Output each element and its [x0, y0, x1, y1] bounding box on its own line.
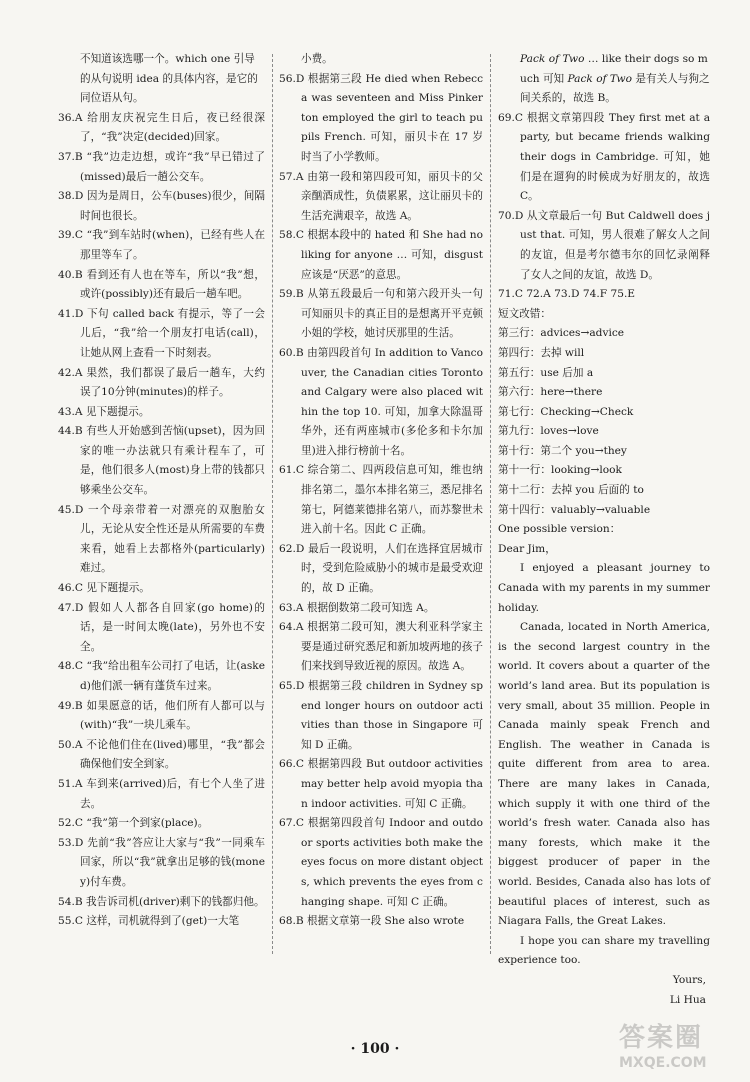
answer-number: 49.B	[58, 699, 83, 712]
answer-number: 57.A	[279, 170, 304, 183]
text-line: 第五行：use 后加 a	[498, 366, 594, 379]
text-line: 第九行：loves→love	[498, 425, 599, 438]
answer-number: 69.C	[498, 111, 523, 124]
answer-number: 61.C	[279, 464, 304, 477]
answer-number: 38.D	[58, 190, 84, 203]
answer-explanation: 根据第四段首句 Indoor and outdoor sports activities both make the eyes focus on more distant objects, which prevents the eyes from changing shape. 可知 C 正确。	[301, 817, 484, 908]
essay-paragraph: Canada, located in North America, is the second largest country in the world. It covers about a quarter of the world’s land area. But its population is very small, about 35 million. People in Canada mainly speak French and English. The weather in Canada is quite different from area to area. There are many lakes in Canada, which supply it with one third of the world’s fresh water. Canada also has many forests, which make it the biggest producer of paper in the world. Besides, Canada also has lots of beautiful places of interest, such as Niagara Falls, the Great Lakes.	[498, 621, 710, 928]
answer-item	[58, 266, 265, 305]
book-title: Pack of Two	[567, 72, 633, 85]
answer-explanation: 由第四段首句 In addition to Vancouver, the Canadian cities Toronto and Calgary were also placed within the top 10. 可知，加拿大除温哥华外，还有两座城市(多伦多和卡尔加里)进入排行榜前十名。	[301, 346, 483, 457]
answer-continuation: 不知道该选哪一个。which one 引导的从句说明 idea 的具体内容，是它的同位语从句。	[80, 53, 258, 105]
answer-item	[58, 226, 265, 265]
answer-explanation: 根据第四段 But outdoor activities may better help avoid myopia than indoor activities. 可知 C 正确。	[301, 758, 483, 810]
answer-item	[58, 579, 265, 599]
answer-item	[279, 344, 483, 462]
answer-explanation: 根据文章第一段 She also wrote	[307, 915, 465, 928]
text-line: 第三行：advices→advice	[498, 327, 625, 340]
answer-number: 37.B	[58, 150, 83, 163]
answer-number: 56.D	[279, 72, 305, 85]
answer-item	[58, 657, 265, 696]
answer-explanation: 给朋友庆祝完生日后，夜已经很深了，“我”决定(decided)回家。	[80, 111, 265, 144]
text-line: 短文改错：	[498, 307, 551, 320]
answer-explanation: 这样，司机就得到了(get)一大笔	[86, 915, 240, 928]
text-line: 第六行：here→there	[498, 386, 603, 399]
answer-item	[279, 285, 483, 344]
answer-column-2	[279, 50, 483, 932]
answer-item	[58, 305, 265, 364]
answer-number: 67.C	[279, 817, 304, 830]
answer-item	[58, 912, 265, 932]
answer-explanation: “我”给出租车公司打了电话，让(asked)他们派一辆有蓬货车过来。	[80, 660, 265, 692]
column-divider	[272, 54, 273, 954]
essay-paragraph: Li Hua	[669, 993, 706, 1006]
answer-item	[279, 461, 483, 539]
answer-explanation: 果然，我们都误了最后一趟车，大约误了10分钟(minutes)的样子。	[80, 366, 266, 399]
answer-item	[58, 187, 265, 226]
answer-item	[58, 364, 265, 403]
answer-continuation: 小费。	[301, 53, 333, 65]
answer-item	[279, 540, 483, 599]
text-line: 第十二行：去掉 you 后面的 to	[498, 484, 644, 497]
answer-number: 58.C	[279, 229, 304, 242]
answer-explanation: 如果愿意的话，他们所有人都可以与(with)“我”一块儿乘车。	[80, 699, 265, 732]
text-line: One possible version：	[498, 523, 621, 536]
answer-item	[279, 599, 483, 619]
page-number: · 100 ·	[350, 1041, 400, 1057]
answer-item	[498, 109, 710, 207]
essay-paragraph: I hope you can share my travelling experience too.	[498, 934, 710, 967]
answer-item	[279, 226, 483, 285]
answer-number: 59.B	[279, 288, 304, 301]
answer-item	[279, 814, 483, 912]
answer-item	[58, 599, 265, 658]
answer-column-1	[58, 50, 265, 932]
answer-explanation: 根据倒数第二段可知选 A。	[306, 601, 435, 614]
answer-item	[58, 422, 265, 500]
answer-explanation: 见下题提示。	[86, 582, 150, 595]
answer-item	[58, 697, 265, 736]
answer-explanation: 根据文章第四段 They first met at a party, but became friends walking their dogs in Cambridge. 可知，她们是在遛狗的时候成为好朋友的，故选 C。	[520, 111, 711, 203]
answer-number: 52.C	[58, 817, 83, 830]
answer-number: 65.D	[279, 680, 305, 692]
answer-explanation: 根据第三段 children in Sydney spend longer hours on outdoor activities than those in Singapore 可知 D 正确。	[301, 680, 483, 751]
answer-item	[58, 109, 265, 148]
answer-number: 68.B	[279, 915, 304, 928]
answer-number: 46.C	[58, 582, 83, 595]
answer-explanation: 车到来(arrived)后，有七个人坐了进去。	[80, 777, 265, 810]
answer-explanation: 根据第二段可知，澳大利亚科学家主要是通过研究悉尼和新加坡两地的孩子们来找到导致近视的原因。故选 A。	[301, 621, 484, 673]
answer-number: 41.D	[58, 307, 84, 320]
answer-explanation: 有些人开始感到苦恼(upset)，因为回家的唯一办法就只有乘计程车了，可是，他们很多人(most)身上带的钱都只够乘坐公交车。	[80, 425, 265, 497]
answer-number: 70.D	[498, 209, 524, 222]
text-line: 71.C 72.A 73.D 74.F 75.E	[498, 288, 636, 301]
answer-number: 62.D	[279, 542, 305, 555]
answer-item	[58, 736, 265, 775]
answer-explanation: 从第五段最后一句和第六段开头一句可知丽贝卡的真正目的是想离开平克顿小姐的学校，她讨厌那里的生活。	[301, 288, 483, 340]
answer-explanation: 我告诉司机(driver)剩下的钱都归他。	[86, 895, 265, 908]
answer-item	[279, 912, 483, 932]
answer-item	[58, 893, 265, 913]
answer-item	[279, 168, 483, 227]
essay-paragraph: Yours,	[672, 973, 706, 986]
essay-paragraph: I enjoyed a pleasant journey to Canada with my parents in my summer holiday.	[498, 562, 710, 614]
text-line: 第七行：Checking→Check	[498, 405, 634, 418]
answer-number: 50.A	[58, 738, 83, 751]
answer-number: 47.D	[58, 601, 84, 614]
text-line: Dear Jim，	[498, 542, 556, 555]
answer-explanation: 因为是周日，公车(buses)很少，间隔时间也很长。	[80, 190, 265, 222]
answer-item	[279, 755, 483, 814]
answer-explanation: 根据本段中的 hated 和 She had no liking for anyone … 可知，disgust 应该是“厌恶”的意思。	[301, 229, 483, 281]
text-span: … like their dogs so much 可知	[520, 53, 708, 85]
answer-item	[279, 618, 483, 677]
answer-explanation: 根据第三段 He died when Rebecca was seventeen and Miss Pinkerton employed the girl to teach pupils French. 可知，丽贝卡在 17 岁时当了小学教师。	[301, 72, 484, 163]
answer-item	[58, 148, 265, 187]
answer-number: 66.C	[279, 758, 304, 771]
answer-continuation	[498, 50, 710, 109]
watermark-url: MXQE.COM	[619, 1055, 707, 1071]
answer-explanation: 不论他们住在(lived)哪里，“我”都会确保他们安全到家。	[80, 738, 265, 771]
answer-number: 39.C	[58, 229, 83, 242]
answer-number: 54.B	[58, 895, 83, 908]
answer-explanation: 一个母亲带着一对漂亮的双胞胎女儿，无论从安全性还是从所需要的车费来看，她看上去都格外(particularly)难过。	[80, 503, 266, 575]
text-span: 是有关人与狗之间关系的，故选 B。	[520, 72, 710, 105]
answer-number: 43.A	[58, 405, 83, 418]
answer-explanation: 综合第二、四两段信息可知，维也纳排名第二，墨尔本排名第三，悉尼排名第七，阿德莱德排名第八，而苏黎世未进入前十名。因此 C 正确。	[301, 464, 484, 536]
text-line: 第十一行：looking→look	[498, 464, 622, 477]
answer-number: 48.C	[58, 660, 83, 673]
column-divider	[490, 54, 491, 954]
answer-number: 36.A	[58, 111, 83, 124]
watermark-logo	[619, 1022, 744, 1078]
answer-explanation: 从文章最后一句 But Caldwell does just that. 可知，男人很难了解女人之间的友谊，但是考尔德韦尔的回忆录阐释了女人之间的友谊，故选 D。	[520, 209, 710, 281]
answer-item	[58, 403, 265, 423]
answer-explanation: “我”第一个到家(place)。	[86, 817, 209, 830]
answer-number: 53.D	[58, 836, 84, 849]
text-line: 第十行：第二个 you→they	[498, 444, 627, 457]
answer-number: 40.B	[58, 268, 83, 281]
answer-item	[58, 501, 265, 579]
answer-number: 55.C	[58, 915, 83, 928]
answer-column-3	[498, 50, 710, 1010]
answer-number: 64.A	[279, 621, 304, 634]
answer-item	[58, 834, 265, 893]
answer-explanation: 由第一段和第四段可知，丽贝卡的父亲酗酒成性，负债累累，这让丽贝卡的生活充满艰辛，故选 A。	[301, 170, 484, 222]
answer-explanation: 看到还有人也在等车，所以“我”想，或许(possibly)还有最后一趟车吧。	[80, 268, 265, 301]
answer-number: 63.A	[279, 601, 304, 614]
answer-item	[279, 70, 483, 168]
answer-number: 60.B	[279, 346, 304, 359]
answer-explanation: “我”边走边想，或许“我”早已错过了(missed)最后一趟公交车。	[80, 150, 265, 183]
watermark-text: 答案圈	[619, 1023, 704, 1053]
answer-item	[58, 814, 265, 834]
answer-explanation: 假如人人都各自回家(go home)的话，是一时间太晚(late)，另外也不安全。	[80, 601, 265, 653]
answer-item	[279, 677, 483, 755]
text-line: 第四行：去掉 will	[498, 346, 585, 359]
answer-explanation: 下句 called back 有提示，等了一会儿后，“我”给一个朋友打电话(call)，让她从网上查看一下时刻表。	[80, 307, 265, 359]
answer-explanation: 见下题提示。	[85, 405, 150, 418]
answer-number: 45.D	[58, 503, 84, 516]
book-title: Pack of Two	[520, 53, 585, 65]
answer-item	[498, 207, 710, 285]
text-line: 第十四行：valuably→valuable	[498, 503, 651, 516]
answer-explanation: 先前“我”答应让大家与“我”一同乘车回家，所以“我”就拿出足够的钱(money)付车费。	[80, 836, 265, 888]
answer-explanation: 最后一段说明，人们在选择宜居城市时，受到危险威胁小的城市是最受欢迎的，故 D 正确。	[301, 542, 483, 595]
answer-item	[58, 775, 265, 814]
answer-number: 44.B	[58, 425, 83, 438]
answer-number: 42.A	[58, 366, 83, 379]
answer-number: 51.A	[58, 777, 83, 790]
answer-explanation: “我”到车站时(when)，已经有些人在那里等车了。	[80, 229, 265, 261]
